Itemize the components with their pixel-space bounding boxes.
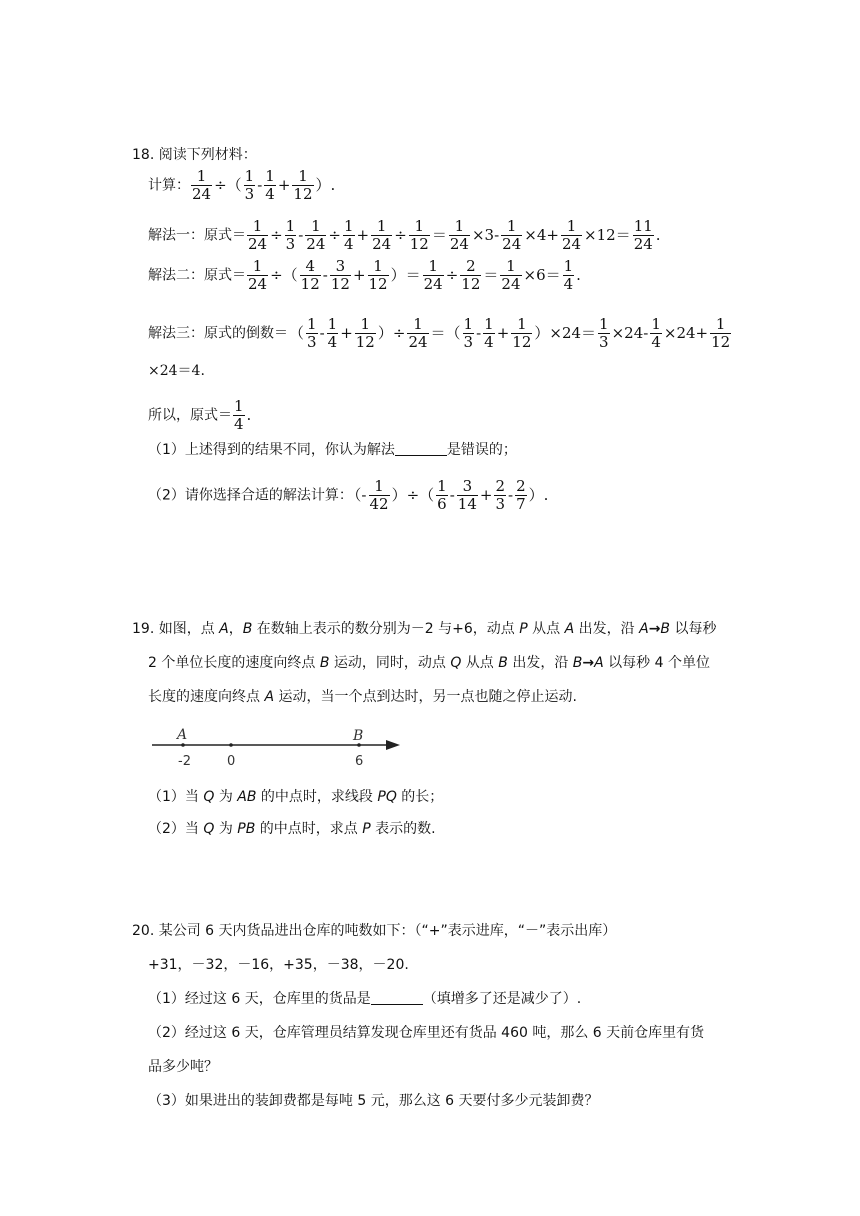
tick-label-neg2: -2: [178, 754, 191, 769]
label-b: B: [353, 728, 364, 744]
tick-label-6: 6: [355, 754, 364, 769]
q18-part-2: （2）请你选择合适的解法计算：（- $\frac{1}{42}$ ）÷（ $\frac{1}{6}$ - $\frac{3}{14}$ + $\frac{2}{3}$ - $\frac{2}{7}$ ）.: [148, 477, 549, 513]
q18-method-1: 解法一：原式＝ $\frac{1}{24}$ ÷ $\frac{1}{3}$ - $\frac{1}{24}$ ÷ $\frac{1}{4}$ + $\frac{1}{24}$ ÷ $\frac{1}{12}$ ＝ $\frac{1}{24}$ ×3- $\frac{1}{24}$ ×4+ $\frac{1}{24}$ ×12＝ $\frac{11}{24}$ .: [148, 217, 661, 253]
q20-part-2-cont: 品多少吨？: [148, 1059, 218, 1075]
q19-line-3: 长度的速度向终点 A 运动，当一个点到达时，另一点也随之停止运动.: [148, 689, 577, 705]
point-a-dot: [181, 743, 185, 747]
q19-line-2: 2 个单位长度的速度向终点 B 运动，同时，动点 Q 从点 B 出发，沿 B→A 以每秒 4 个单位: [148, 655, 710, 671]
q20-part-1: （1）经过这 6 天，仓库里的货品是 （填增多了还是减少了）.: [148, 991, 582, 1007]
q18-conclusion: 所以，原式＝ $\frac{1}{4}$ .: [148, 397, 252, 433]
method-2-label: 解法二：原式＝: [148, 267, 246, 284]
q18-part-1: （1）上述得到的结果不同，你认为解法 是错误的；: [148, 442, 517, 458]
q20-part-2: （2）经过这 6 天，仓库管理员结算发现仓库里还有货品 460 吨，那么 6 天前仓库里有货: [148, 1025, 705, 1041]
q20-part-3: （3）如果进出的装卸费都是每吨 5 元，那么这 6 天要付多少元装卸费？: [148, 1093, 599, 1109]
answer-blank[interactable]: [371, 990, 423, 1005]
q19-part-2: （2）当 Q 为 PB 的中点时，求点 P 表示的数.: [148, 821, 436, 837]
answer-blank[interactable]: [395, 441, 447, 456]
q18-heading: 18. 阅读下列材料：: [132, 147, 257, 163]
q18-method-3: 解法三：原式的倒数＝（ $\frac{1}{3}$ - $\frac{1}{4}$ + $\frac{1}{12}$ ）÷ $\frac{1}{24}$ ＝（ $\frac{1}{3}$ - $\frac{1}{4}$ + $\frac{1}{12}$ ）×24＝ $\frac{1}{3}$ ×24- $\frac{1}{4}$ ×24+ $\frac{1}{12}$: [148, 315, 731, 351]
method-3-label: 解法三：原式的倒数＝: [148, 325, 288, 342]
q18-method-3-cont: ×24＝4.: [148, 363, 205, 379]
number-line-diagram: [148, 724, 408, 772]
q19-line-1: 19. 如图，点 A，B 在数轴上表示的数分别为－2 与+6，动点 P 从点 A 出发，沿 A→B 以每秒: [132, 621, 717, 637]
label-a: A: [177, 727, 188, 743]
method-1-label: 解法一：原式＝: [148, 227, 246, 244]
fraction: $\frac{1}{12}$: [293, 167, 313, 203]
conclusion-label: 所以，原式＝: [148, 407, 232, 424]
q20-heading: 20. 某公司 6 天内货品进出仓库的吨数如下：（“+”表示进库，“－”表示出库）: [132, 923, 617, 939]
q18-method-2: 解法二：原式＝ $\frac{1}{24}$ ÷（ $\frac{4}{12}$ - $\frac{3}{12}$ + $\frac{1}{12}$ ）＝ $\frac{1}{24}$ ÷ $\frac{2}{12}$ ＝ $\frac{1}{24}$ ×6＝ $\frac{1}{4}$ .: [148, 257, 581, 293]
origin-dot: [229, 743, 233, 747]
q19-part-1: （1）当 Q 为 AB 的中点时，求线段 PQ 的长；: [148, 789, 444, 805]
fraction: $\frac{1}{4}$: [265, 167, 275, 203]
arrow-head-icon: [386, 740, 400, 750]
q18-problem: 计算： $\frac{1}{24}$ ÷（ $\frac{1}{3}$ - $\frac{1}{4}$ + $\frac{1}{12}$ ）.: [148, 167, 336, 203]
fraction: $\frac{1}{24}$: [192, 167, 212, 203]
tick-label-0: 0: [227, 754, 236, 769]
compute-label: 计算：: [148, 177, 190, 194]
q20-data-line: +31，－32，－16，+35，－38，－20.: [148, 957, 409, 973]
fraction: $\frac{1}{3}$: [244, 167, 255, 203]
